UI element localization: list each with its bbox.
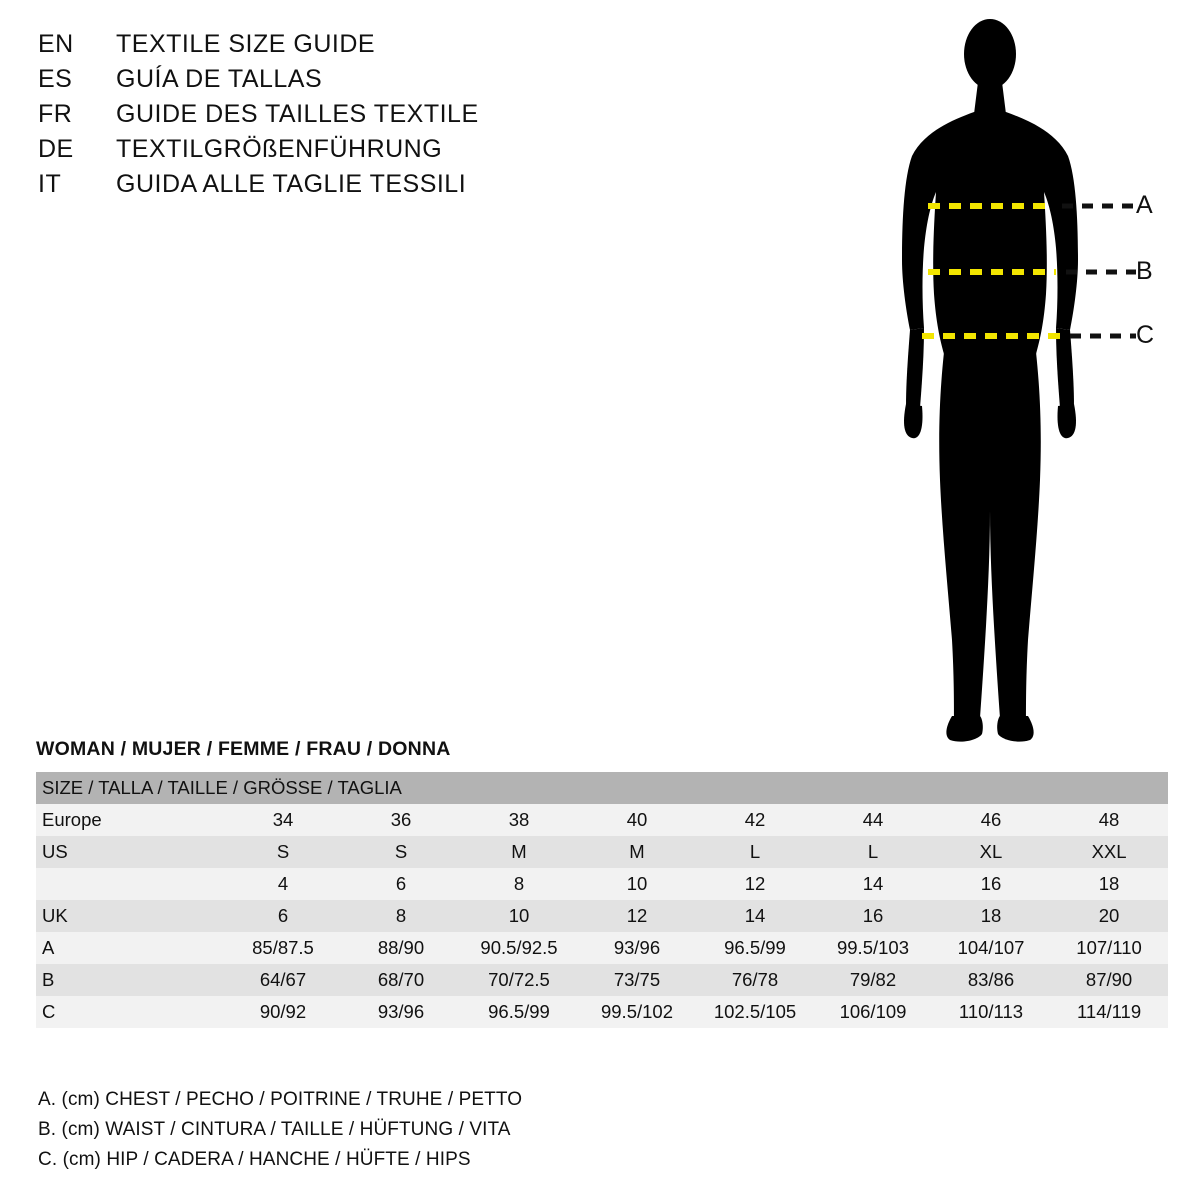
marker-label-c: C: [1136, 321, 1155, 349]
table-cell: M: [460, 836, 578, 868]
table-cell: 42: [696, 804, 814, 836]
table-cell: 85/87.5: [224, 932, 342, 964]
title-text: GUIDA ALLE TAGLIE TESSILI: [116, 170, 467, 198]
table-cell: 110/113: [932, 996, 1050, 1028]
table-cell: L: [814, 836, 932, 868]
table-cell: S: [342, 836, 460, 868]
table-row: [36, 932, 1168, 964]
female-silhouette-icon: [840, 10, 1180, 770]
row-label: US: [36, 836, 224, 868]
table-row: [36, 996, 1168, 1028]
legend-item-hip: C. (cm) HIP / CADERA / HANCHE / HÜFTE / HIPS: [38, 1149, 471, 1170]
legend-item-chest: A. (cm) CHEST / PECHO / POITRINE / TRUHE / PETTO: [38, 1089, 523, 1110]
table-cell: 64/67: [224, 964, 342, 996]
table-row: [36, 868, 1168, 900]
table-cell: 96.5/99: [460, 996, 578, 1028]
marker-label-a: A: [1136, 191, 1153, 219]
table-cell: 90/92: [224, 996, 342, 1028]
table-cell: 76/78: [696, 964, 814, 996]
table-cell: 16: [814, 900, 932, 932]
table-cell: 99.5/103: [814, 932, 932, 964]
table-cell: 107/110: [1050, 932, 1168, 964]
table-cell: XXL: [1050, 836, 1168, 868]
table-cell: 70/72.5: [460, 964, 578, 996]
title-row: [38, 30, 598, 65]
table-cell: 90.5/92.5: [460, 932, 578, 964]
title-text: TEXTILGRÖßENFÜHRUNG: [116, 135, 443, 163]
table-cell: 88/90: [342, 932, 460, 964]
legend-item-waist: B. (cm) WAIST / CINTURA / TAILLE / HÜFTUNG / VITA: [38, 1119, 511, 1140]
marker-label-b: B: [1136, 257, 1153, 285]
table-cell: 79/82: [814, 964, 932, 996]
table-cell: 14: [814, 868, 932, 900]
table-cell: 16: [932, 868, 1050, 900]
table-cell: XL: [932, 836, 1050, 868]
table-cell: 20: [1050, 900, 1168, 932]
table-row: [36, 836, 1168, 868]
table-row: [36, 900, 1168, 932]
table-header-row: [36, 772, 1168, 804]
table-cell: 73/75: [578, 964, 696, 996]
table-cell: L: [696, 836, 814, 868]
table-row: [36, 964, 1168, 996]
table-cell: 4: [224, 868, 342, 900]
size-table: [36, 772, 1168, 1028]
table-cell: 40: [578, 804, 696, 836]
table-cell: 83/86: [932, 964, 1050, 996]
table-header-label: SIZE / TALLA / TAILLE / GRÖSSE / TAGLIA: [36, 772, 1168, 804]
table-cell: 38: [460, 804, 578, 836]
table-cell: 8: [460, 868, 578, 900]
table-cell: 114/119: [1050, 996, 1168, 1028]
table-cell: 96.5/99: [696, 932, 814, 964]
table-cell: S: [224, 836, 342, 868]
table-cell: 10: [578, 868, 696, 900]
table-cell: 104/107: [932, 932, 1050, 964]
table-cell: 102.5/105: [696, 996, 814, 1028]
body-measurement-figure: [840, 10, 1180, 770]
row-label: UK: [36, 900, 224, 932]
title-text: GUÍA DE TALLAS: [116, 65, 323, 93]
row-label: A: [36, 932, 224, 964]
row-label: Europe: [36, 804, 224, 836]
title-lang-code: FR: [38, 100, 73, 128]
row-label: [36, 868, 224, 900]
title-lang-code: EN: [38, 30, 74, 58]
title-row: [38, 135, 598, 170]
table-cell: 44: [814, 804, 932, 836]
row-label: C: [36, 996, 224, 1028]
table-cell: 93/96: [342, 996, 460, 1028]
table-cell: 87/90: [1050, 964, 1168, 996]
table-cell: 18: [932, 900, 1050, 932]
row-label: B: [36, 964, 224, 996]
table-cell: 12: [578, 900, 696, 932]
table-cell: M: [578, 836, 696, 868]
table-cell: 34: [224, 804, 342, 836]
table-cell: 18: [1050, 868, 1168, 900]
table-cell: 46: [932, 804, 1050, 836]
table-cell: 48: [1050, 804, 1168, 836]
title-block: [38, 30, 598, 205]
table-cell: 6: [224, 900, 342, 932]
table-cell: 106/109: [814, 996, 932, 1028]
table-cell: 14: [696, 900, 814, 932]
table-cell: 36: [342, 804, 460, 836]
table-cell: 8: [342, 900, 460, 932]
measurement-legend: [38, 1090, 838, 1180]
title-lang-code: DE: [38, 135, 74, 163]
title-lang-code: ES: [38, 65, 73, 93]
table-row: [36, 804, 1168, 836]
table-cell: 93/96: [578, 932, 696, 964]
title-text: TEXTILE SIZE GUIDE: [116, 30, 376, 58]
title-row: [38, 65, 598, 100]
title-row: [38, 170, 598, 205]
table-cell: 99.5/102: [578, 996, 696, 1028]
title-row: [38, 100, 598, 135]
table-heading: WOMAN / MUJER / FEMME / FRAU / DONNA: [36, 738, 451, 760]
table-cell: 10: [460, 900, 578, 932]
table-cell: 12: [696, 868, 814, 900]
table-cell: 68/70: [342, 964, 460, 996]
table-cell: 6: [342, 868, 460, 900]
title-text: GUIDE DES TAILLES TEXTILE: [116, 100, 479, 128]
size-table-section: [36, 738, 1164, 1028]
title-lang-code: IT: [38, 170, 62, 198]
